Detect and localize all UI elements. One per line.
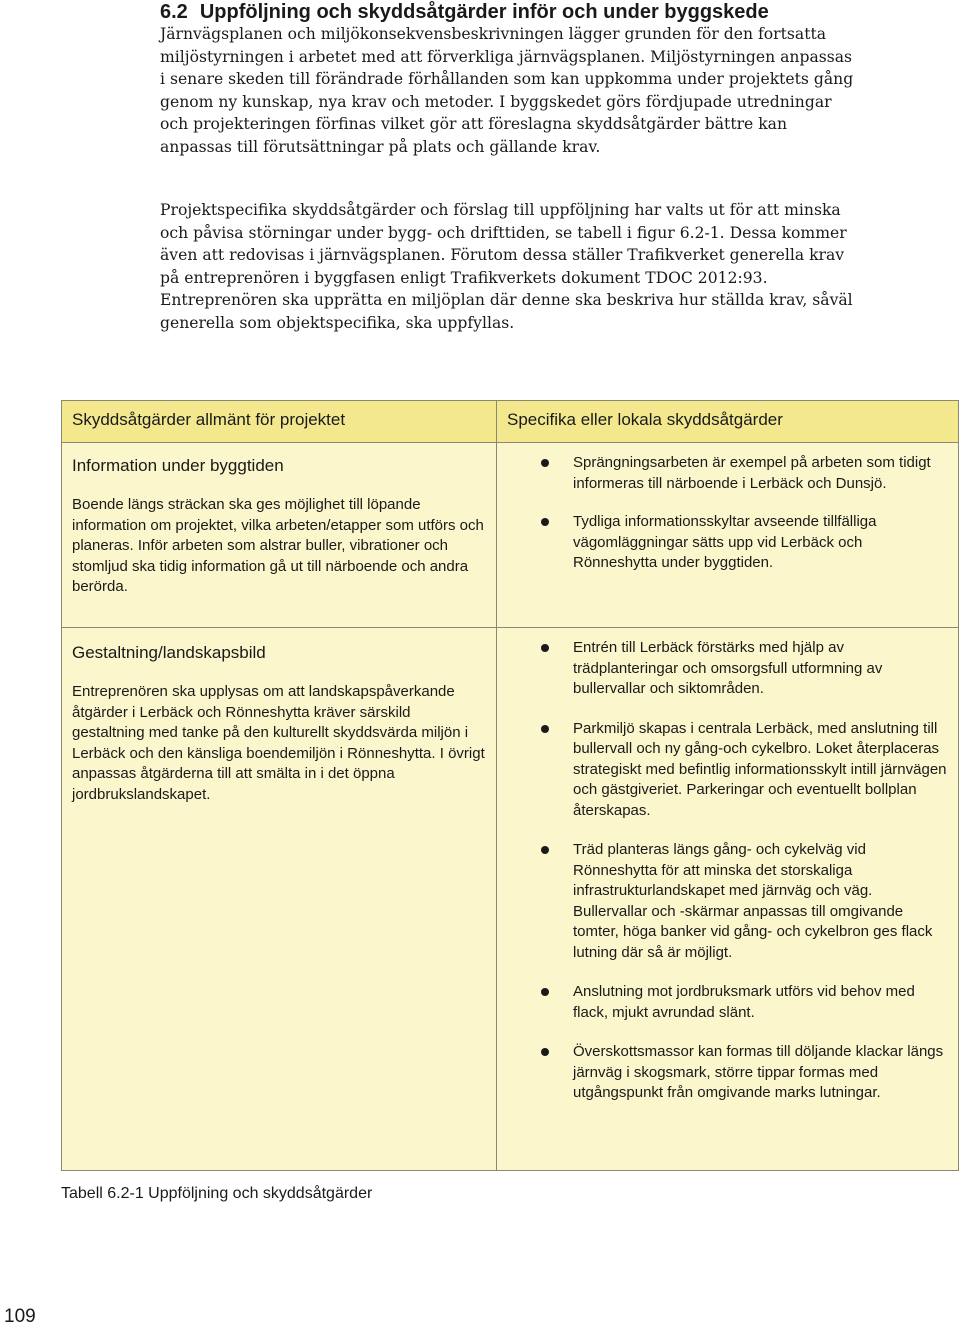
bullet-icon	[541, 725, 549, 733]
list-item-text: Sprängningsarbeten är exempel på arbeten som tidigt informeras till närboende i Lerbäck och Dunsjö.	[573, 454, 931, 492]
measures-table	[61, 400, 959, 1171]
general-cell	[62, 628, 497, 1171]
specific-cell	[497, 628, 959, 1171]
list-item	[507, 638, 948, 700]
row-description: Boende längs sträckan ska ges möjlighet till löpande information om projektet, vilka arbeten/etapper som utförs och planeras. Inför arbeten som alstrar buller, vibrationer och stomljud ska tidig information gå ut till närboende och andra berörda.	[72, 496, 484, 595]
bullet-icon	[541, 846, 549, 854]
table-caption: Tabell 6.2-1 Uppföljning och skyddsåtgärder	[61, 1185, 373, 1202]
list-item-text: Träd planteras längs gång- och cykelväg vid Rönneshytta för att minska det storskaliga infrastrukturlandskapet med järnväg och väg. Bullervallar och -skärmar anpassas till omgivande tomter, höga banker vid gång- och cykelbron ges flack lutning där så är möjligt.	[573, 841, 933, 961]
table-row	[62, 628, 959, 1171]
list-item	[507, 982, 948, 1023]
specific-cell	[497, 443, 959, 628]
header-specific-measures: Specifika eller lokala skyddsåtgärder	[497, 401, 959, 443]
list-item	[507, 1042, 948, 1104]
row-title: Information under byggtiden	[72, 456, 284, 475]
list-item-text: Tydliga informationsskyltar avseende tillfälliga vägomläggningar sätts upp vid Lerbäck och Rönneshytta under byggtiden.	[573, 513, 877, 571]
section-title: Uppföljning och skyddsåtgärder inför och under byggskede	[199, 1, 769, 23]
page-number: 109	[4, 1306, 36, 1327]
list-item-text: Parkmiljö skapas i centrala Lerbäck, med anslutning till bullervall och ny gång-och cykelbro. Loket återplaceras strategiskt med befintlig informationsskylt intill järnvägen och gästgiveriet. Parkeringar och eventuellt bollplan återskapas.	[573, 719, 947, 819]
general-cell	[62, 443, 497, 628]
bullet-icon	[541, 518, 549, 526]
row-description: Entreprenören ska upplysas om att landskapspåverkande åtgärder i Lerbäck och Rönneshytta kräver särskild gestaltning med tanke på den kulturellt skyddsvärda miljön i Lerbäck och den känsliga boendemiljön i Rönneshytta. I övrigt anpassas åtgärderna till att smälta in i det öppna jordbrukslandskapet.	[72, 683, 485, 803]
table-row	[62, 443, 959, 628]
list-item	[507, 512, 948, 574]
bullet-icon	[541, 459, 549, 467]
row-title: Gestaltning/landskapsbild	[72, 643, 266, 662]
list-item	[507, 840, 948, 963]
section-heading	[160, 0, 920, 24]
table-header-row	[62, 401, 959, 443]
measures-paragraph: Projektspecifika skyddsåtgärder och förslag till uppföljning har valts ut för att minska och påvisa störningar under bygg- och drifttiden, se tabell i figur 6.2-1. Dessa kommer även att redovisas i järnvägsplanen. Förutom dessa ställer Trafikverket generella krav på entreprenören i byggfasen enligt Trafikverkets dokument TDOC 2012:93. Entreprenören ska upprätta en miljöplan där denne ska beskriva hur ställda krav, såväl generella som objektspecifika, ska uppfyllas.	[160, 201, 853, 332]
list-item-text: Anslutning mot jordbruksmark utförs vid behov med flack, mjukt avrundad slänt.	[573, 983, 915, 1021]
section-number: 6.2	[160, 1, 188, 23]
intro-paragraph: Järnvägsplanen och miljökonsekvensbeskrivningen lägger grunden för den fortsatta miljöstyrningen i arbetet med att förverkliga järnvägsplanen. Miljöstyrningen anpassas i senare skeden till förändrade förhållanden som kan uppkomma under projektets gång genom ny kunskap, nya krav och metoder. I byggskedet görs fördjupade utredningar och projekteringen förfinas vilket gör att föreslagna skyddsåtgärder bättre kan anpassas till förutsättningar på plats och gällande krav.	[160, 25, 854, 156]
list-item-text: Entrén till Lerbäck förstärks med hjälp av trädplanteringar och omsorgsfull utformning av bullervallar och siktområden.	[573, 639, 883, 697]
list-item	[507, 453, 948, 494]
bullet-icon	[541, 1048, 549, 1056]
list-item-text: Överskottsmassor kan formas till döljande klackar längs järnväg i skogsmark, större tippar formas med utgångspunkt från omgivande marks lutningar.	[573, 1043, 944, 1101]
specific-measures-list	[507, 638, 948, 1104]
bullet-icon	[541, 644, 549, 652]
header-general-measures: Skyddsåtgärder allmänt för projektet	[62, 401, 497, 443]
list-item	[507, 719, 948, 822]
specific-measures-list	[507, 453, 948, 574]
bullet-icon	[541, 988, 549, 996]
